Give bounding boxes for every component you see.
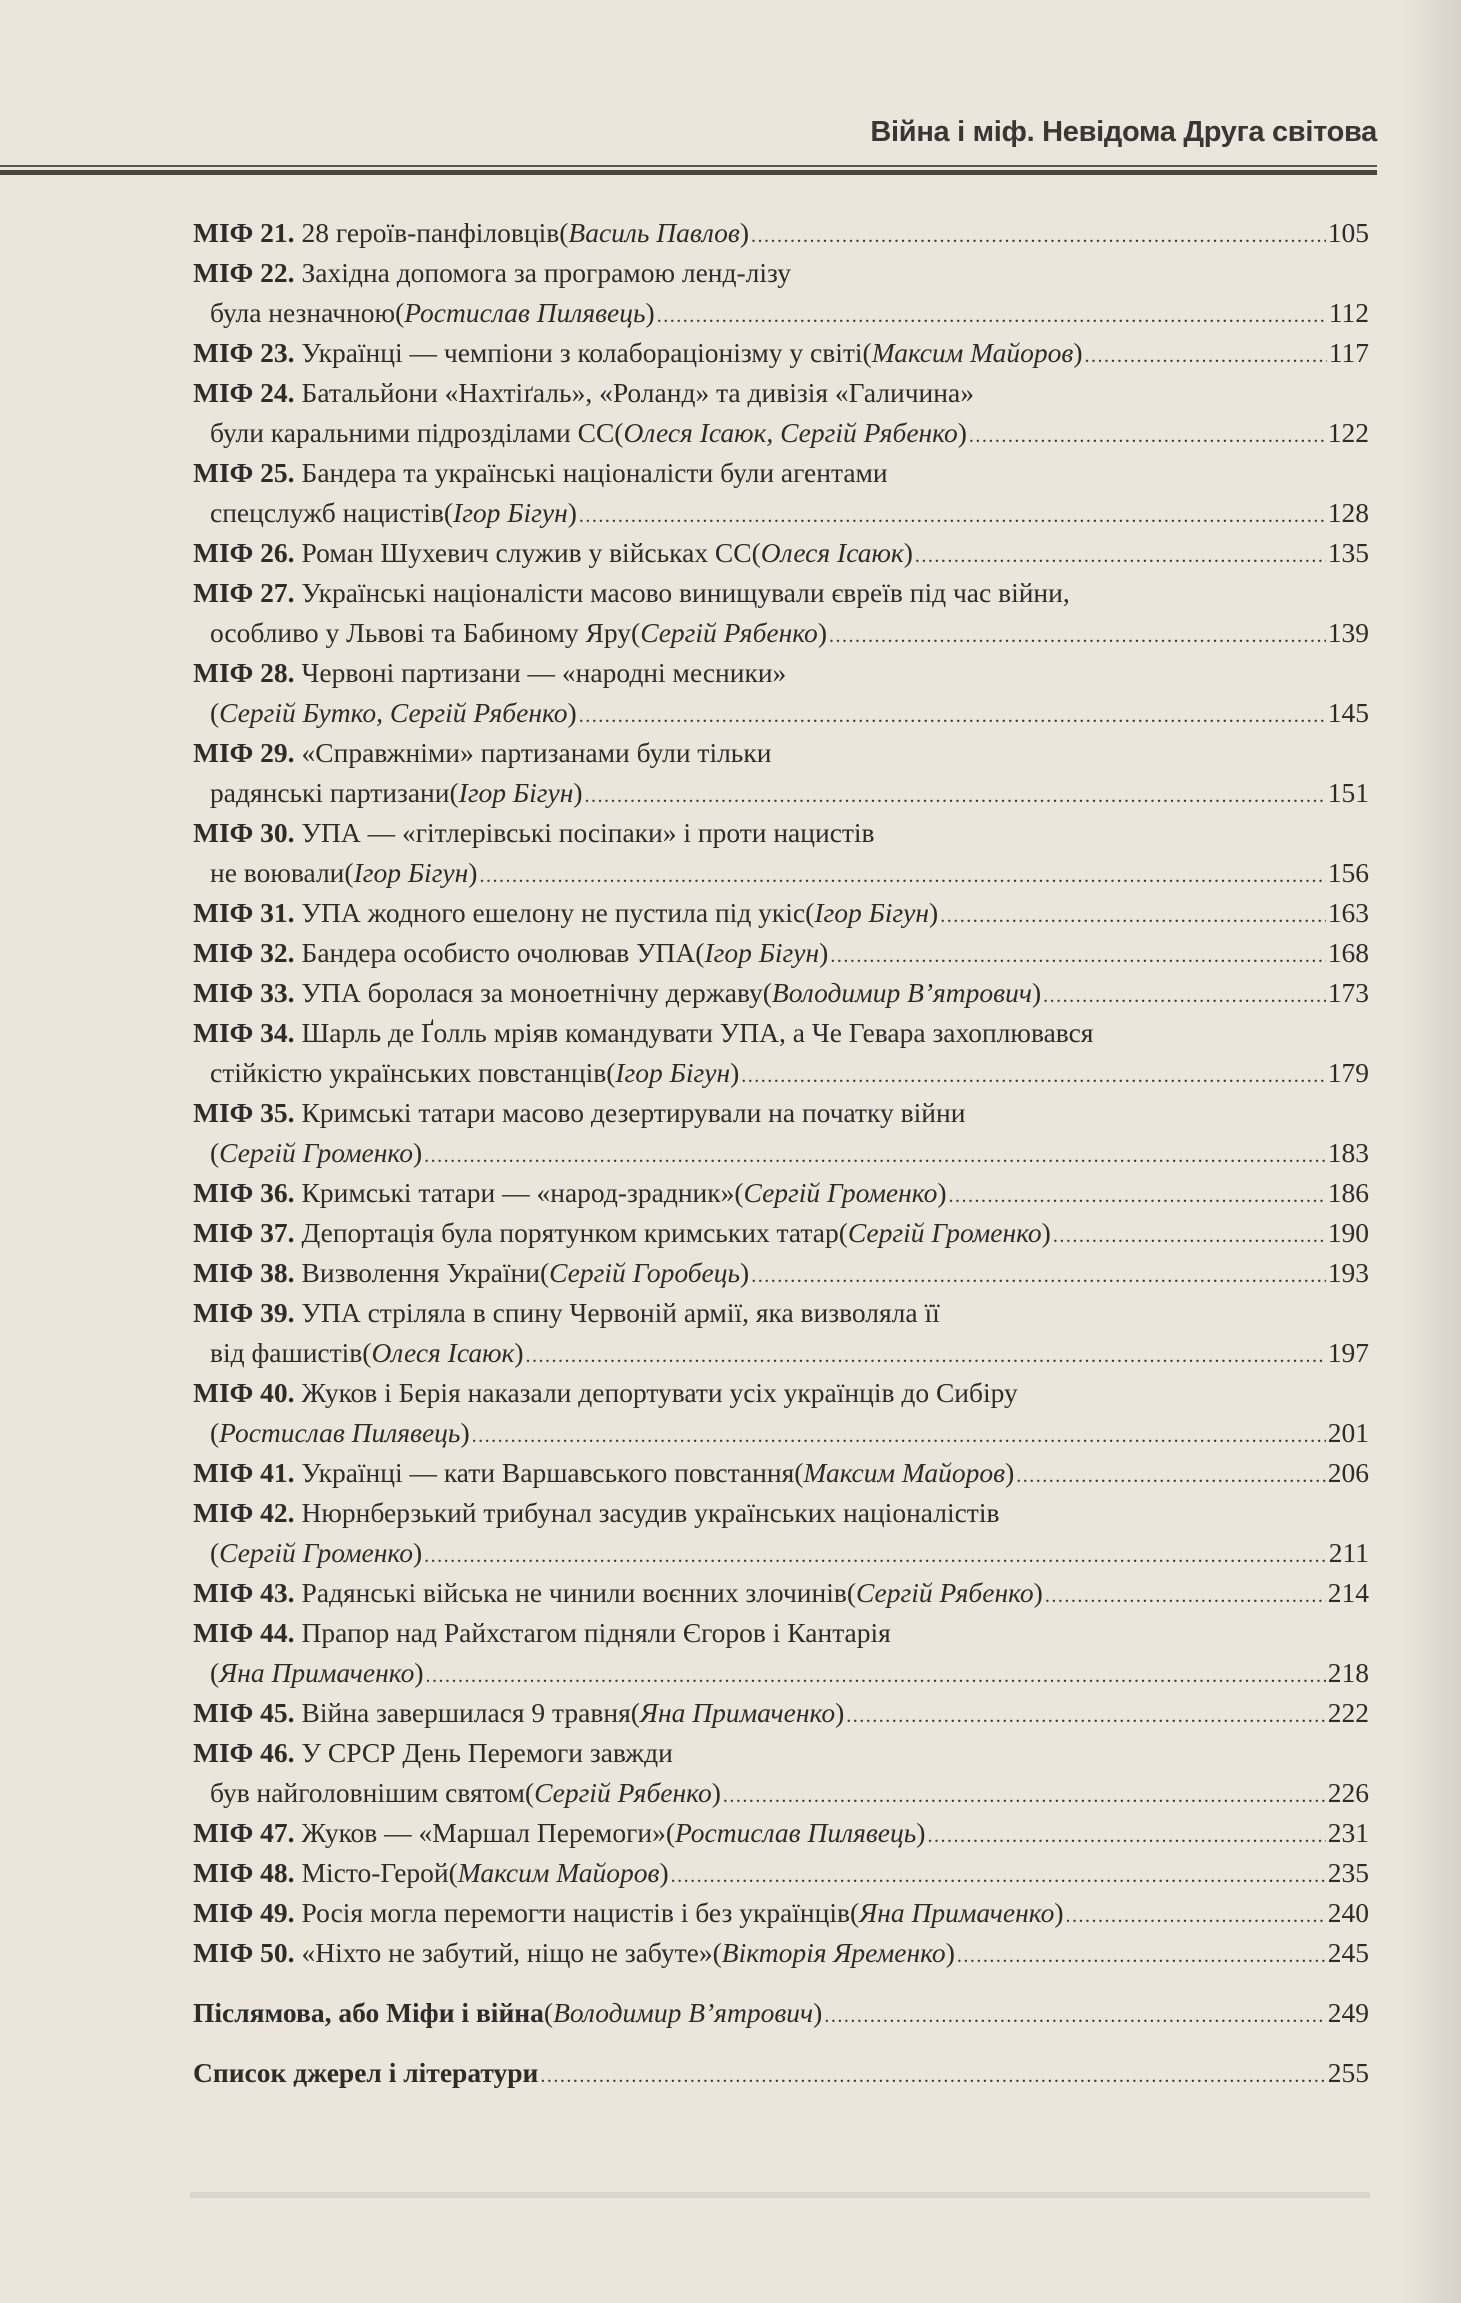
dot-leader bbox=[479, 856, 1325, 896]
entry-title: Шарль де Ґолль мріяв командувати УПА, а Че Гевара захоплювався bbox=[301, 1017, 1094, 1048]
page-number: 173 bbox=[1327, 977, 1369, 1008]
toc-entry-line: МІФ 47. Жуков — «Маршал Перемоги» ( Ростислав Пилявець ) ..... 231 bbox=[193, 1813, 1369, 1853]
toc-entry[interactable] bbox=[193, 1293, 1369, 1373]
toc-entry-line bbox=[193, 573, 1369, 613]
page-number: 135 bbox=[1327, 537, 1369, 568]
entry-title: Червоні партизани — «народні месники» bbox=[301, 657, 787, 688]
entry-title: особливо у Львові та Бабиному Яру bbox=[210, 617, 632, 648]
page-number: 145 bbox=[1327, 697, 1369, 728]
toc-entry-line bbox=[193, 1733, 1369, 1773]
entry-title: Бандера особисто очолював УПА bbox=[301, 937, 696, 968]
toc-entry-line: ( Сергій Громенко ) ..... 183 bbox=[193, 1133, 1369, 1173]
dot-leader bbox=[540, 2056, 1325, 2096]
myth-label: МІФ 37. bbox=[193, 1217, 295, 1248]
myth-label: МІФ 32. bbox=[193, 937, 295, 968]
dot-leader bbox=[472, 1416, 1326, 1456]
myth-label: МІФ 29. bbox=[193, 737, 295, 768]
entry-title: Війна завершилася 9 травня bbox=[301, 1697, 631, 1728]
toc-entry-line: радянські партизани ( Ігор Бігун ) ..... 151 bbox=[193, 773, 1369, 813]
myth-label: МІФ 27. bbox=[193, 577, 295, 608]
toc-entry[interactable] bbox=[193, 973, 1369, 1013]
running-head: Війна і міф. Невідома Друга світова bbox=[870, 116, 1377, 148]
page-number: 231 bbox=[1327, 1817, 1369, 1848]
page-number: 218 bbox=[1327, 1657, 1369, 1688]
dot-leader bbox=[830, 936, 1325, 976]
dot-leader bbox=[424, 1136, 1326, 1176]
page-number: 201 bbox=[1327, 1417, 1369, 1448]
entry-author: Ростислав Пилявець bbox=[675, 1817, 917, 1848]
toc-entry[interactable] bbox=[193, 893, 1369, 933]
toc-entry-line: не воювали ( Ігор Бігун ) ..... 156 bbox=[193, 853, 1369, 893]
entry-title: були каральними підрозділами СС bbox=[210, 417, 615, 448]
entry-author: Ігор Бігун bbox=[704, 937, 820, 968]
entry-title: Місто-Герой bbox=[301, 1857, 449, 1888]
toc-entry-line bbox=[193, 733, 1369, 773]
entry-title: Кримські татари — «народ-зрадник» bbox=[301, 1177, 735, 1208]
entry-title: У СРСР День Перемоги завжди bbox=[301, 1737, 673, 1768]
dot-leader bbox=[846, 1696, 1326, 1736]
toc-entry-line: була незначною ( Ростислав Пилявець ) ..... 112 bbox=[193, 293, 1369, 333]
toc-entry[interactable] bbox=[193, 1813, 1369, 1853]
toc-entry[interactable] bbox=[193, 573, 1369, 653]
page-number: 163 bbox=[1327, 897, 1369, 928]
entry-title: Росія могла перемогти нацистів і без українців bbox=[301, 1897, 850, 1928]
toc-entry-line bbox=[193, 1093, 1369, 1133]
entry-author: Ігор Бігун bbox=[814, 897, 930, 928]
myth-label: МІФ 21. bbox=[193, 217, 295, 248]
dot-leader bbox=[1066, 1896, 1326, 1936]
myth-label: МІФ 41. bbox=[193, 1457, 295, 1488]
myth-label: МІФ 34. bbox=[193, 1017, 295, 1048]
afterword-title: Післямова, або Міфи і війна bbox=[193, 1997, 544, 2028]
myth-label: МІФ 39. bbox=[193, 1297, 295, 1328]
entry-author: Олеся Ісаюк bbox=[760, 537, 904, 568]
page-number: 235 bbox=[1327, 1857, 1369, 1888]
entry-author: Ігор Бігун bbox=[453, 497, 568, 528]
dot-leader bbox=[915, 536, 1326, 576]
dot-leader bbox=[723, 1776, 1326, 1816]
entry-title: Батальйони «Нахтіґаль», «Роланд» та дивізія «Галичина» bbox=[301, 377, 974, 408]
toc-entry[interactable] bbox=[193, 813, 1369, 893]
page-number: 190 bbox=[1327, 1217, 1369, 1248]
myth-label: МІФ 25. bbox=[193, 457, 295, 488]
dot-leader bbox=[741, 1056, 1325, 1096]
toc-entry-line bbox=[193, 373, 1369, 413]
entry-author: Сергій Бутко, Сергій Рябенко bbox=[219, 697, 568, 728]
toc-entry-line: МІФ 50. «Ніхто не забутий, ніщо не забуте» ( Вікторія Яременко ) ..... 245 bbox=[193, 1933, 1369, 1973]
toc-entry-line bbox=[193, 453, 1369, 493]
toc-entry-line: були каральними підрозділами СС ( Олеся Ісаюк, Сергій Рябенко ) ..... 122 bbox=[193, 413, 1369, 453]
toc-entry[interactable] bbox=[193, 453, 1369, 533]
page-number: 249 bbox=[1327, 1997, 1369, 2028]
page-number: 179 bbox=[1327, 1057, 1369, 1088]
entry-author: Максим Майоров bbox=[803, 1457, 1006, 1488]
entry-title: Визволення України bbox=[301, 1257, 540, 1288]
entry-title: Радянські війська не чинили воєнних злочинів bbox=[301, 1577, 847, 1608]
toc-entry-line: МІФ 37. Депортація була порятунком кримських татар ( Сергій Громенко ) ..... 190 bbox=[193, 1213, 1369, 1253]
page-number: 139 bbox=[1327, 617, 1369, 648]
entry-title: Роман Шухевич служив у військах СС bbox=[301, 537, 752, 568]
dot-leader bbox=[1045, 1576, 1326, 1616]
page-number: 193 bbox=[1327, 1257, 1369, 1288]
entry-title: Кримські татари масово дезертирували на початку війни bbox=[301, 1097, 966, 1128]
toc-entry-line: МІФ 32. Бандера особисто очолював УПА ( Ігор Бігун ) ..... 168 bbox=[193, 933, 1369, 973]
entry-title: Прапор над Райхстагом підняли Єгоров і Кантарія bbox=[301, 1617, 891, 1648]
toc-entry[interactable] bbox=[193, 333, 1369, 373]
toc-entry[interactable] bbox=[193, 1853, 1369, 1893]
entry-title: «Ніхто не забутий, ніщо не забуте» bbox=[301, 1937, 713, 1968]
dot-leader bbox=[927, 1816, 1325, 1856]
entry-author: Максим Майоров bbox=[871, 337, 1074, 368]
toc-entry-line: МІФ 36. Кримські татари — «народ-зрадник» ( Сергій Громенко ) ..... 186 bbox=[193, 1173, 1369, 1213]
entry-title: 28 героїв-панфіловців bbox=[301, 217, 560, 248]
myth-label: МІФ 26. bbox=[193, 537, 295, 568]
toc-entry-line bbox=[193, 813, 1369, 853]
dot-leader bbox=[1085, 336, 1327, 376]
page-number: 168 bbox=[1327, 937, 1369, 968]
toc-entry-line: МІФ 48. Місто-Герой ( Максим Майоров ) ..... 235 bbox=[193, 1853, 1369, 1893]
toc-entry[interactable] bbox=[193, 1693, 1369, 1733]
toc-entry-line bbox=[193, 1613, 1369, 1653]
toc-entry-line: ( Сергій Громенко ) ..... 211 bbox=[193, 1533, 1369, 1573]
entry-title: від фашистів bbox=[210, 1337, 363, 1368]
table-of-contents bbox=[193, 213, 1369, 2093]
page-number: 214 bbox=[1327, 1577, 1369, 1608]
myth-label: МІФ 31. bbox=[193, 897, 295, 928]
toc-entry[interactable] bbox=[193, 1613, 1369, 1693]
entry-author: Яна Примаченко bbox=[219, 1657, 415, 1688]
entry-author: Сергій Громенко bbox=[743, 1177, 938, 1208]
myth-label: МІФ 36. bbox=[193, 1177, 295, 1208]
myth-label: МІФ 24. bbox=[193, 377, 295, 408]
entry-title: був найголовнішим святом bbox=[210, 1777, 525, 1808]
page-number: 128 bbox=[1327, 497, 1369, 528]
toc-entry-line: МІФ 41. Українці — кати Варшавського повстання ( Максим Майоров ) ..... 206 bbox=[193, 1453, 1369, 1493]
entry-author: Сергій Рябенко bbox=[534, 1777, 712, 1808]
myth-label: МІФ 48. bbox=[193, 1857, 295, 1888]
entry-author: Ігор Бігун bbox=[458, 777, 574, 808]
myth-label: МІФ 44. bbox=[193, 1617, 295, 1648]
toc-entry-line bbox=[193, 1493, 1369, 1533]
entry-author: Ігор Бігун bbox=[615, 1057, 731, 1088]
entry-title: УПА жодного ешелону не пустила під укіс bbox=[301, 897, 806, 928]
myth-label: МІФ 38. bbox=[193, 1257, 295, 1288]
page-number: 183 bbox=[1327, 1137, 1369, 1168]
toc-entry-line: МІФ 45. Війна завершилася 9 травня ( Яна Примаченко ) ..... 222 bbox=[193, 1693, 1369, 1733]
toc-entry-line: МІФ 49. Росія могла перемогти нацистів і без українців ( Яна Примаченко ) ..... 240 bbox=[193, 1893, 1369, 1933]
toc-entry-line: Післямова, або Міфи і війна ( Володимир В’ятрович ) ..... 249 bbox=[193, 1993, 1369, 2033]
myth-label: МІФ 49. bbox=[193, 1897, 295, 1928]
page-number: 156 bbox=[1327, 857, 1369, 888]
page-number: 197 bbox=[1327, 1337, 1369, 1368]
page-number: 105 bbox=[1327, 217, 1369, 248]
toc-entry[interactable] bbox=[193, 373, 1369, 453]
entry-author: Ростислав Пилявець bbox=[219, 1417, 461, 1448]
dot-leader bbox=[957, 1936, 1326, 1976]
page-number: 255 bbox=[1327, 2057, 1369, 2088]
toc-entry[interactable] bbox=[193, 1493, 1369, 1573]
entry-author: Сергій Громенко bbox=[219, 1137, 413, 1168]
header-rule-thin bbox=[0, 165, 1377, 167]
toc-entry-line: спецслужб нацистів ( Ігор Бігун ) ..... 128 bbox=[193, 493, 1369, 533]
page-edge-shadow bbox=[1401, 0, 1461, 2303]
toc-entry[interactable] bbox=[193, 1573, 1369, 1613]
toc-entry-line: МІФ 21. 28 героїв-панфіловців ( Василь Павлов ) ..... 105 bbox=[193, 213, 1369, 253]
dot-leader bbox=[424, 1536, 1327, 1576]
toc-entry-line: МІФ 26. Роман Шухевич служив у військах СС ( Олеся Ісаюк ) ..... 135 bbox=[193, 533, 1369, 573]
dot-leader bbox=[969, 416, 1326, 456]
page-number: 112 bbox=[1328, 297, 1369, 328]
entry-author: Яна Примаченко bbox=[639, 1697, 836, 1728]
entry-title: Західна допомога за програмою ленд-лізу bbox=[301, 257, 792, 288]
toc-entry[interactable] bbox=[193, 1173, 1369, 1213]
page-number: 117 bbox=[1328, 337, 1369, 368]
dot-leader bbox=[824, 1996, 1325, 2036]
dot-leader bbox=[426, 1656, 1326, 1696]
entry-author: Вікторія Яременко bbox=[721, 1937, 946, 1968]
myth-label: МІФ 47. bbox=[193, 1817, 295, 1848]
myth-label: МІФ 22. bbox=[193, 257, 295, 288]
entry-title: радянські партизани bbox=[210, 777, 450, 808]
bleed-through-rule bbox=[190, 2192, 1370, 2198]
entry-author: Василь Павлов bbox=[568, 217, 740, 248]
entry-author: Максим Майоров bbox=[457, 1857, 660, 1888]
toc-entry-line: від фашистів ( Олеся Ісаюк ) ..... 197 bbox=[193, 1333, 1369, 1373]
toc-entry[interactable] bbox=[193, 1373, 1369, 1453]
dot-leader bbox=[657, 296, 1327, 336]
dot-leader bbox=[949, 1176, 1326, 1216]
dot-leader bbox=[1053, 1216, 1326, 1256]
page-number: 151 bbox=[1327, 777, 1369, 808]
entry-title: Депортація була порятунком кримських татар bbox=[301, 1217, 839, 1248]
toc-entry-line: ( Ростислав Пилявець ) ..... 201 bbox=[193, 1413, 1369, 1453]
toc-entry-line: МІФ 23. Українці — чемпіони з колабораціонізму у світі ( Максим Майоров ) ..... 117 bbox=[193, 333, 1369, 373]
myth-label: МІФ 50. bbox=[193, 1937, 295, 1968]
myth-label: МІФ 35. bbox=[193, 1097, 295, 1128]
myth-label: МІФ 43. bbox=[193, 1577, 295, 1608]
entry-author: Сергій Горобець bbox=[549, 1257, 741, 1288]
toc-entry[interactable] bbox=[193, 1893, 1369, 1933]
toc-entry[interactable] bbox=[193, 253, 1369, 333]
toc-entry[interactable] bbox=[193, 933, 1369, 973]
myth-label: МІФ 45. bbox=[193, 1697, 295, 1728]
toc-entry-line: особливо у Львові та Бабиному Яру ( Сергій Рябенко ) ..... 139 bbox=[193, 613, 1369, 653]
myth-label: МІФ 30. bbox=[193, 817, 295, 848]
dot-leader bbox=[751, 216, 1326, 256]
page-number: 211 bbox=[1328, 1537, 1369, 1568]
entry-title: Нюрнберзький трибунал засудив українських націоналістів bbox=[301, 1497, 1000, 1528]
entry-title: УПА боролася за моноетнічну державу bbox=[301, 977, 763, 1008]
entry-author: Володимир В’ятрович bbox=[771, 977, 1032, 1008]
toc-entry-line: МІФ 38. Визволення України ( Сергій Горобець ) ..... 193 bbox=[193, 1253, 1369, 1293]
myth-label: МІФ 42. bbox=[193, 1497, 295, 1528]
entry-title: не воювали bbox=[210, 857, 345, 888]
dot-leader bbox=[671, 1856, 1326, 1896]
dot-leader bbox=[579, 696, 1326, 736]
entry-title: Бандера та українські націоналісти були агентами bbox=[301, 457, 888, 488]
entry-author: Сергій Рябенко bbox=[856, 1577, 1034, 1608]
dot-leader bbox=[940, 896, 1326, 936]
toc-entry-line bbox=[193, 1293, 1369, 1333]
toc-entry[interactable] bbox=[193, 1453, 1369, 1493]
toc-entry-line: був найголовнішим святом ( Сергій Рябенко ) ..... 226 bbox=[193, 1773, 1369, 1813]
dot-leader bbox=[579, 496, 1326, 536]
page-number: 122 bbox=[1327, 417, 1369, 448]
dot-leader bbox=[526, 1336, 1326, 1376]
header-rule-thick bbox=[0, 170, 1377, 175]
toc-entry-line: стійкістю українських повстанців ( Ігор Бігун ) ..... 179 bbox=[193, 1053, 1369, 1093]
entry-title: була незначною bbox=[210, 297, 396, 328]
toc-entry[interactable] bbox=[193, 1213, 1369, 1253]
toc-entry-line: ( Сергій Бутко, Сергій Рябенко ) ..... 145 bbox=[193, 693, 1369, 733]
toc-entry[interactable] bbox=[193, 653, 1369, 733]
toc-entry-line: ( Яна Примаченко ) ..... 218 bbox=[193, 1653, 1369, 1693]
toc-entry-line bbox=[193, 1373, 1369, 1413]
entry-title: Українські націоналісти масово винищували євреїв під час війни, bbox=[301, 577, 1070, 608]
entry-title: спецслужб нацистів bbox=[210, 497, 444, 528]
toc-entry-line: МІФ 31. УПА жодного ешелону не пустила під укіс ( Ігор Бігун ) ..... 163 bbox=[193, 893, 1369, 933]
page-number: 245 bbox=[1327, 1937, 1369, 1968]
page-number: 222 bbox=[1327, 1697, 1369, 1728]
myth-label: МІФ 33. bbox=[193, 977, 295, 1008]
toc-entry[interactable] bbox=[193, 1013, 1369, 1093]
entry-author: Яна Примаченко bbox=[859, 1897, 1055, 1928]
entry-title: «Справжніми» партизанами були тільки bbox=[301, 737, 772, 768]
toc-entry[interactable] bbox=[193, 1253, 1369, 1293]
afterword-author: Володимир В’ятрович bbox=[553, 1997, 814, 2028]
entry-author: Сергій Громенко bbox=[219, 1537, 413, 1568]
toc-entry-bibliography[interactable] bbox=[193, 2053, 1369, 2093]
toc-entry[interactable] bbox=[193, 1733, 1369, 1813]
bibliography-title: Список джерел і літератури bbox=[193, 2057, 539, 2088]
entry-author: Олеся Ісаюк, Сергій Рябенко bbox=[623, 417, 958, 448]
toc-entry[interactable] bbox=[193, 1933, 1369, 1973]
toc-entry[interactable] bbox=[193, 1093, 1369, 1173]
toc-entry-line bbox=[193, 253, 1369, 293]
toc-entry[interactable] bbox=[193, 213, 1369, 253]
entry-author: Сергій Рябенко bbox=[640, 617, 818, 648]
entry-title: Жуков — «Маршал Перемоги» bbox=[301, 1817, 666, 1848]
dot-leader bbox=[1043, 976, 1326, 1016]
myth-label: МІФ 40. bbox=[193, 1377, 295, 1408]
toc-entry-line bbox=[193, 653, 1369, 693]
myth-label: МІФ 46. bbox=[193, 1737, 295, 1768]
dot-leader bbox=[829, 616, 1326, 656]
entry-title: Українці — чемпіони з колабораціонізму у світі bbox=[301, 337, 863, 368]
toc-entry[interactable] bbox=[193, 533, 1369, 573]
entry-title: УПА стріляла в спину Червоній армії, яка визволяла її bbox=[301, 1297, 940, 1328]
page-number: 206 bbox=[1327, 1457, 1369, 1488]
myth-label: МІФ 23. bbox=[193, 337, 295, 368]
entry-author: Олеся Ісаюк bbox=[371, 1337, 515, 1368]
entry-title: УПА — «гітлерівські посіпаки» і проти нацистів bbox=[301, 817, 875, 848]
dot-leader bbox=[1016, 1456, 1325, 1496]
entry-title: Жуков і Берія наказали депортувати усіх українців до Сибіру bbox=[301, 1377, 1018, 1408]
entry-author: Сергій Громенко bbox=[847, 1217, 1042, 1248]
entry-title: Українці — кати Варшавського повстання bbox=[301, 1457, 795, 1488]
page-number: 240 bbox=[1327, 1897, 1369, 1928]
entry-author: Ігор Бігун bbox=[353, 857, 469, 888]
toc-entry-line: МІФ 43. Радянські війська не чинили воєнних злочинів ( Сергій Рябенко ) ..... 214 bbox=[193, 1573, 1369, 1613]
toc-entry-afterword[interactable] bbox=[193, 1993, 1369, 2033]
page-number: 226 bbox=[1327, 1777, 1369, 1808]
dot-leader bbox=[585, 776, 1326, 816]
page-number: 186 bbox=[1327, 1177, 1369, 1208]
entry-author: Ростислав Пилявець bbox=[404, 297, 646, 328]
toc-entry-line: МІФ 33. УПА боролася за моноетнічну державу ( Володимир В’ятрович ) ..... 173 bbox=[193, 973, 1369, 1013]
dot-leader bbox=[751, 1256, 1326, 1296]
toc-entry[interactable] bbox=[193, 733, 1369, 813]
toc-entry-line bbox=[193, 2053, 1369, 2093]
entry-title: стійкістю українських повстанців bbox=[210, 1057, 607, 1088]
myth-label: МІФ 28. bbox=[193, 657, 295, 688]
toc-entry-line bbox=[193, 1013, 1369, 1053]
